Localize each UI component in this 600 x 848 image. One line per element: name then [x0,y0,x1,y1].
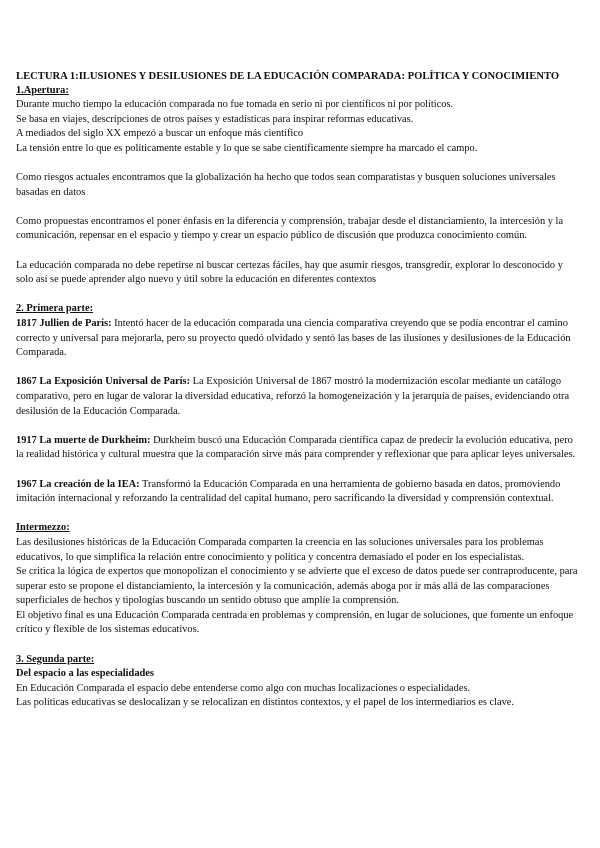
section-heading-segunda: 3. Segunda parte: [16,653,95,665]
primera-item-exposicion [16,375,582,419]
segunda-subheading: Del espacio a las especialidades [16,668,154,680]
apertura-line-3: A mediados del siglo XX empezó a buscar un enfoque más científico [16,128,304,140]
apertura-line-4: La tensión entre lo que es políticamente estable y lo que se sabe científicamente siempre ha marcado el campo. [16,142,478,154]
item-lead: 1867 La Exposición Universal de París: [16,376,191,388]
item-text: Durkheim buscó una Educación Comparada científica capaz de predecir la evolución educativa, pero la realidad histórica y cultural muestra que la comparación sirve más para comprender y reflexionar que para aplicar leyes universales. [16,434,576,461]
segunda-line-1: En Educación Comparada el espacio debe entenderse como algo con muchas localizaciones o especialidades. [16,682,471,694]
item-text: Transformó la Educación Comparada en una herramienta de gobierno basada en datos, promoviendo imitación internacional y reforzando la centralidad del capital humano, pero sacrificando la diversidad y comprensión contextual. [16,478,561,505]
apertura-line-2: Se basa en viajes, descripciones de otros países y estadísticas para inspirar reformas educativas. [16,113,414,125]
intermezzo-paragraph-1: Las desilusiones históricas de la Educación Comparada comparten la creencia en las soluciones universales para los problemas educativos, lo que simplifica la relación entre conocimiento y política y concentra demasiado el poder en los especialistas. [16,536,544,563]
primera-item-iea [16,478,582,507]
intermezzo-paragraph-3: El objetivo final es una Educación Comparada centrada en problemas y comprensión, en lugar de soluciones, que fomente un enfoque crítico y flexible de los sistemas educativos. [16,609,574,636]
item-text: Intentó hacer de la educación comparada una ciencia comparativa creyendo que se podía encontrar el camino correcto y universal para mejorarla, pero su proyecto quedó olvidado y sentó las bases de las ilusiones y desilusiones de la Educación Comparada. [16,318,571,359]
segunda-line-2: Las políticas educativas se deslocalizan y se relocalizan en distintos contextos, y el papel de los intermediarios es clave. [16,697,515,709]
apertura-paragraph-conclusion: La educación comparada no debe repetirse ni buscar certezas fáciles, hay que asumir riesgos, transgredir, explorar lo desconocido y solo así se puede aprender algo nuevo y útil sobre la educación en diferentes contextos [16,259,563,286]
item-text: La Exposición Universal de 1867 mostró la modernización escolar mediante un catálogo comparativo, pero en lugar de valorar la diversidad educativa, reforzó la homogeneización y la jerarquía de países, evidenciando otra desilusión de la Educación Comparada. [16,376,570,417]
item-lead: 1917 La muerte de Durkheim: [16,434,151,446]
intermezzo-paragraph-2: Se critica la lógica de expertos que monopolizan el conocimiento y se advierte que el exceso de datos puede ser contraproducente, para superar esto se propone el distanciamiento, la intercesión y la comunicación, además aboga por ir más allá de las comparaciones superficiales de hechos y tipologías buscando un sentido obtuso que amplíe la comprensión. [16,566,578,607]
primera-item-jullien [16,317,582,361]
document-title: LECTURA 1:ILUSIONES Y DESILUSIONES DE LA EDUCACIÓN COMPARADA: POLÍTICA Y CONOCIMIENTO [16,71,560,82]
intermezzo-heading: Intermezzo: [16,522,70,534]
section-heading-primera: 2. Primera parte: [16,303,94,315]
document-page [16,70,582,711]
apertura-line-1: Durante mucho tiempo la educación comparada no fue tomada en serio ni por científicos ni por políticos. [16,99,454,111]
section-heading-apertura: 1.Apertura: [16,84,69,96]
primera-item-durkheim [16,434,582,463]
apertura-paragraph-riesgos: Como riesgos actuales encontramos que la globalización ha hecho que todos sean comparatistas y busquen soluciones universales basadas en datos [16,172,556,198]
apertura-paragraph-propuestas: Como propuestas encontramos el poner énfasis en la diferencia y comprensión, trabajar desde el distanciamiento, la intercesión y la comunicación, repensar en el espacio y tiempo y crear un espacio público de discusión que produzca conocimiento común. [16,215,564,242]
item-lead: 1817 Jullien de París: [16,318,112,329]
item-lead: 1967 La creación de la IEA: [16,478,140,490]
